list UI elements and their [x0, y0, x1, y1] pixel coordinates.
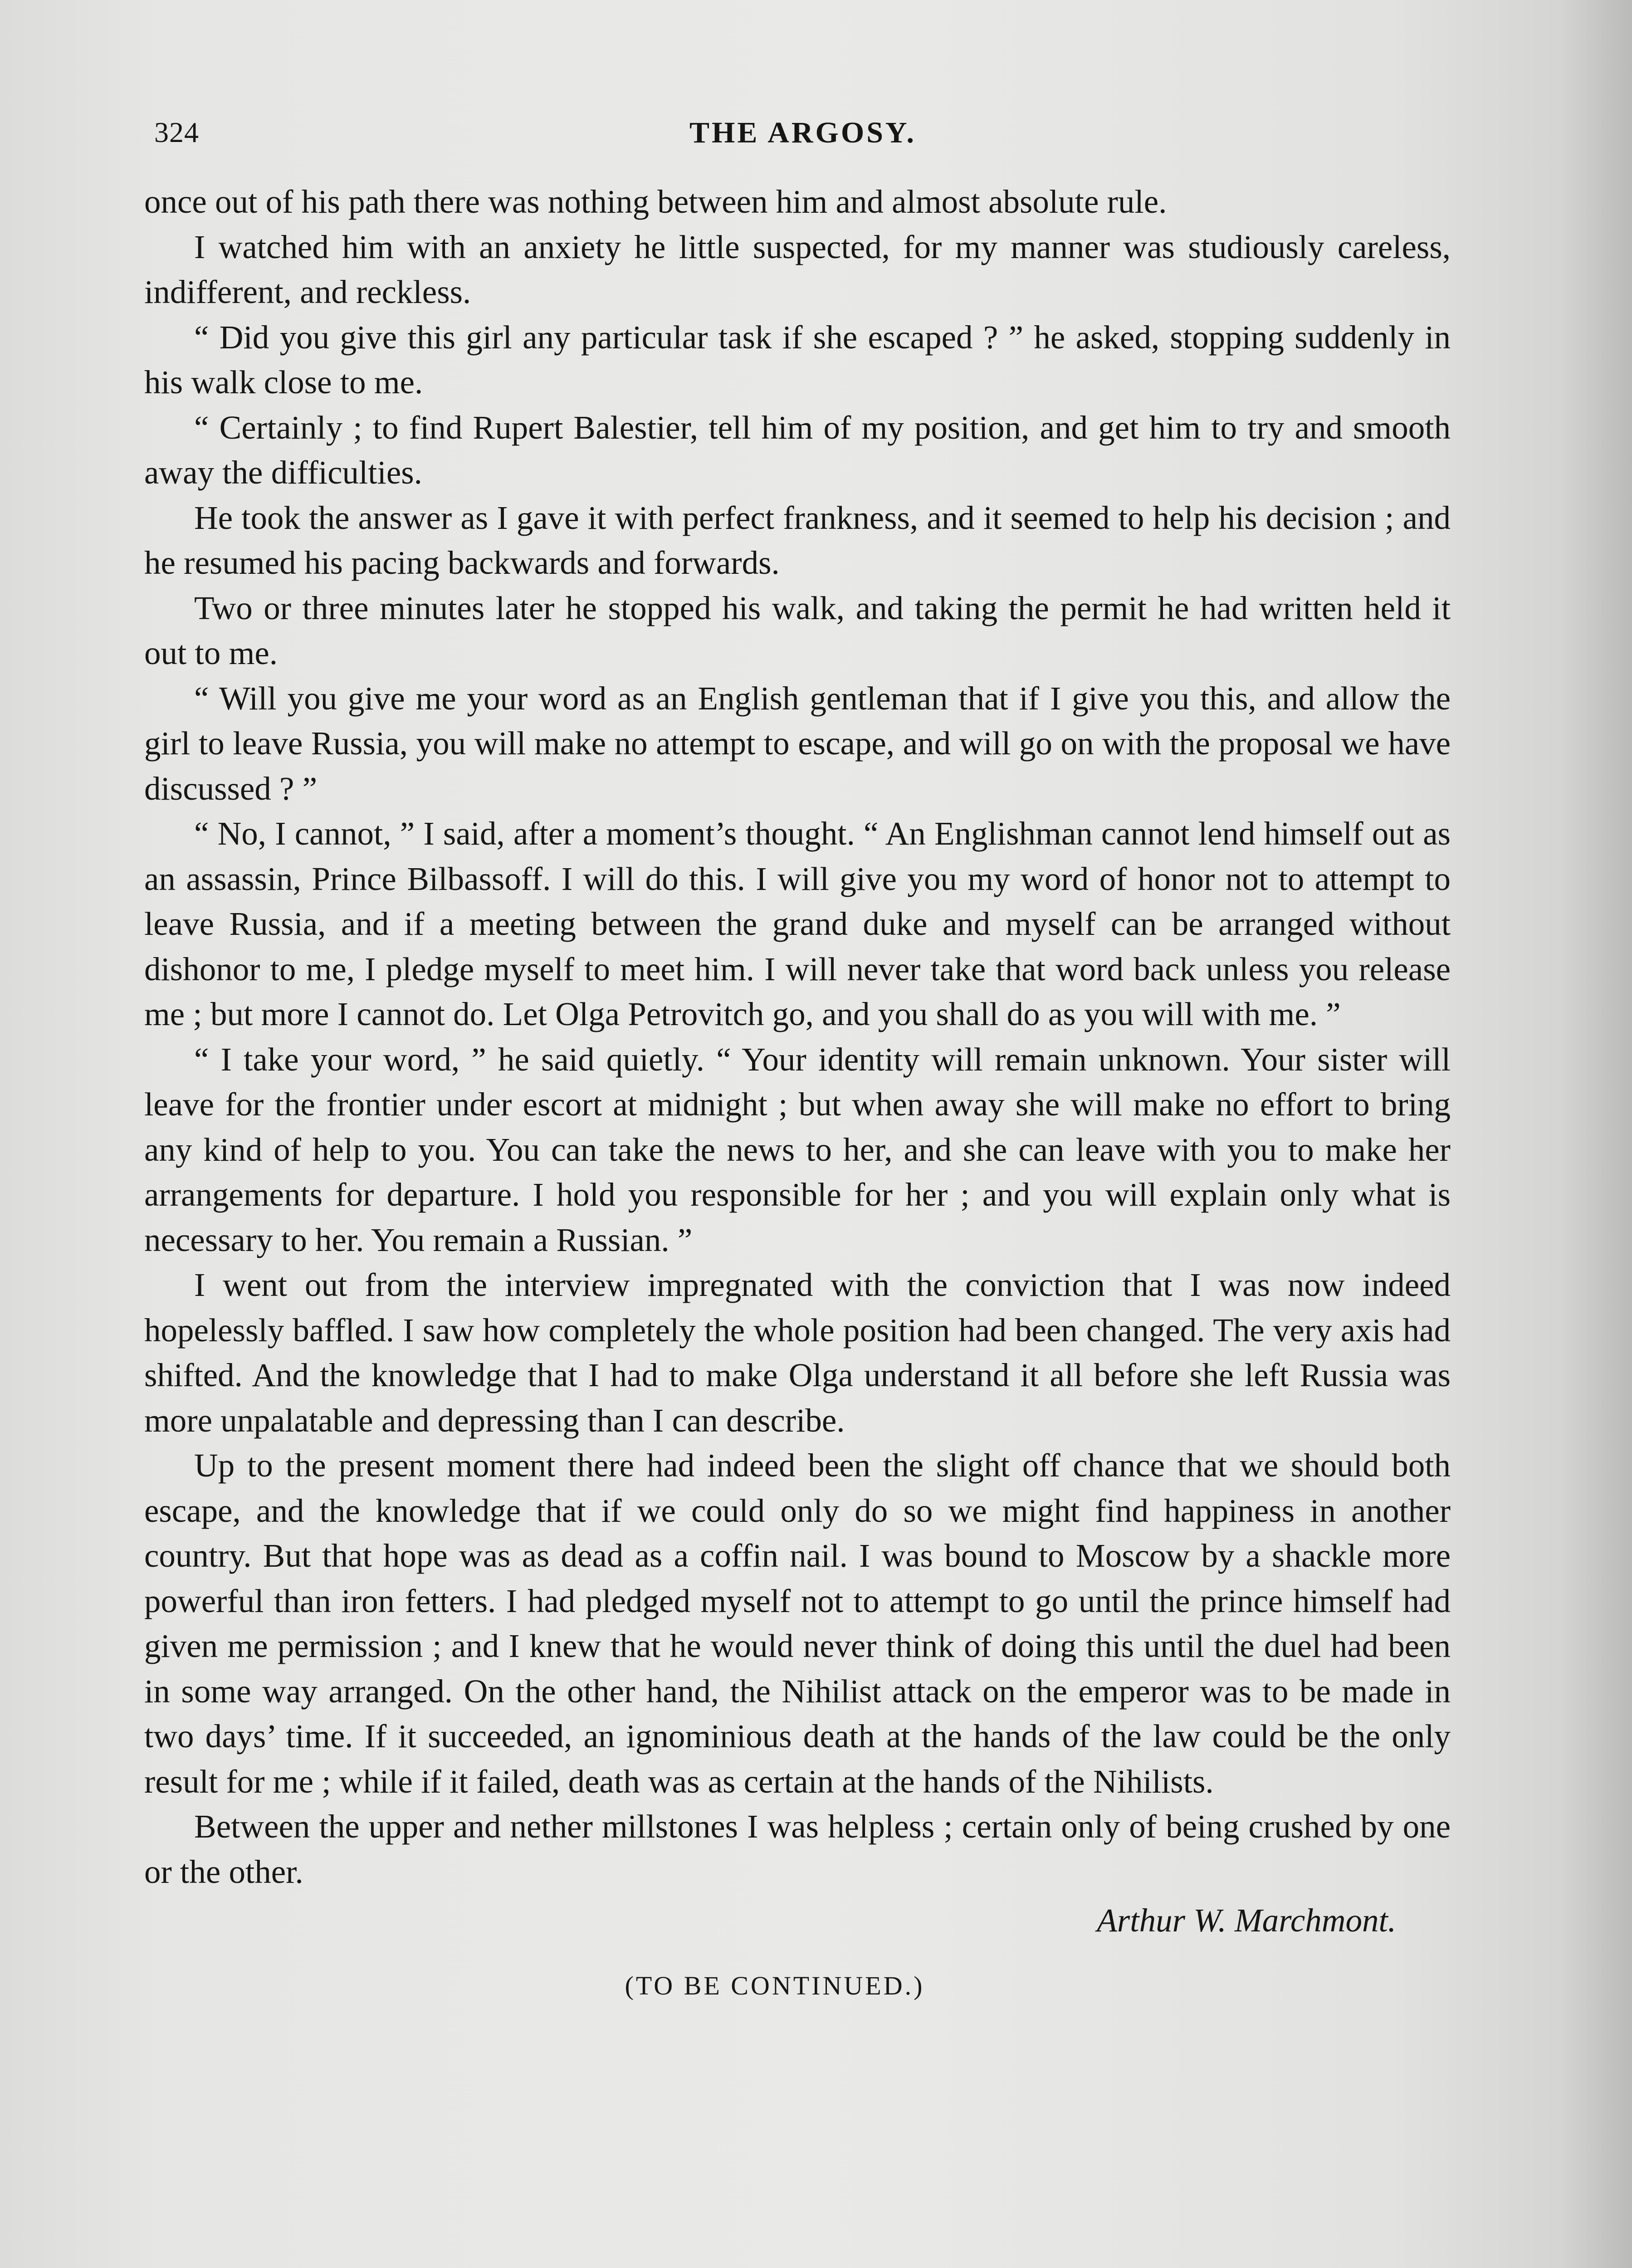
paragraph: “ I take your word, ” he said quietly. “ Your identity will remain unknown. Your sister will leave for the frontier under escort at midnight ; but when away she will make no effort to bring any kind of help to you. You can take the news to her, and she can leave with you to make her arrangements for departure. I hold you responsible for her ; and you will explain only what is necessary to her. You remain a Russian. ” — [144, 1041, 1451, 1258]
paragraph: “ Did you give this girl any particular task if she escaped ? ” he asked, stopping suddenly in his walk close to me. — [144, 318, 1451, 401]
paragraph: Two or three minutes later he stopped his walk, and taking the permit he had written held it out to me. — [144, 589, 1451, 671]
running-title: THE ARGOSY. — [689, 116, 917, 149]
page-number: 324 — [154, 116, 199, 148]
paragraph: “ Will you give me your word as an English gentleman that if I give you this, and allow the girl to leave Russia, you will make no attempt to escape, and will go on with the proposal we have discussed ? ” — [144, 679, 1451, 807]
paragraph: I watched him with an anxiety he little suspected, for my manner was studiously careless, indifferent, and reckless. — [144, 228, 1451, 310]
paragraph: I went out from the interview impregnated with the conviction that I was now indeed hopelessly baffled. I saw how completely the whole position had been changed. The very axis had shifted. And the knowledge that I had to make Olga understand it all before she left Russia was more unpalatable and depressing than I can describe. — [144, 1266, 1451, 1439]
to-be-continued-note: (TO BE CONTINUED.) — [625, 1970, 925, 2000]
paragraph: “ No, I cannot, ” I said, after a moment’s thought. “ An Englishman cannot lend himself out as an assassin, Prince Bilbassoff. I will do this. I will give you my word of honor not to attempt to leave Russia, and if a meeting between the grand duke and myself can be arranged without dishonor to me, I pledge myself to meet him. I will never take that word back unless you release me ; but more I cannot do. Let Olga Petrovitch go, and you shall do as you will with me. ” — [144, 815, 1451, 1032]
story-text — [144, 179, 1451, 2001]
paragraph: Between the upper and nether millstones I was helpless ; certain only of being crushed by one or the other. — [144, 1808, 1451, 1890]
page-header — [154, 116, 1451, 156]
paragraph: “ Certainly ; to find Rupert Balestier, tell him of my position, and get him to try and smooth away the difficulties. — [144, 409, 1451, 491]
author-signature: Arthur W. Marchmont. — [1097, 1902, 1396, 1939]
page-edge-shadow — [1559, 0, 1632, 2268]
paragraph: Up to the present moment there had indeed been the slight off chance that we should both escape, and the knowledge that if we could only do so we might find happiness in another country. But that hope was as dead as a coffin nail. I was bound to Moscow by a shackle more powerful than iron fetters. I had pledged myself not to attempt to go until the prince himself had given me permission ; and I knew that he would never think of doing this until the duel had been in some way arranged. On the other hand, the Nihilist attack on the emperor was to be made in two days’ time. If it succeeded, an ignominious death at the hands of the law could be the only result for me ; while if it failed, death was as certain at the hands of the Nihilists. — [144, 1447, 1451, 1800]
paragraph: He took the answer as I gave it with perfect frankness, and it seemed to help his decision ; and he resumed his pacing backwards and forwards. — [144, 499, 1451, 581]
paragraph: once out of his path there was nothing between him and almost absolute rule. — [144, 183, 1167, 220]
